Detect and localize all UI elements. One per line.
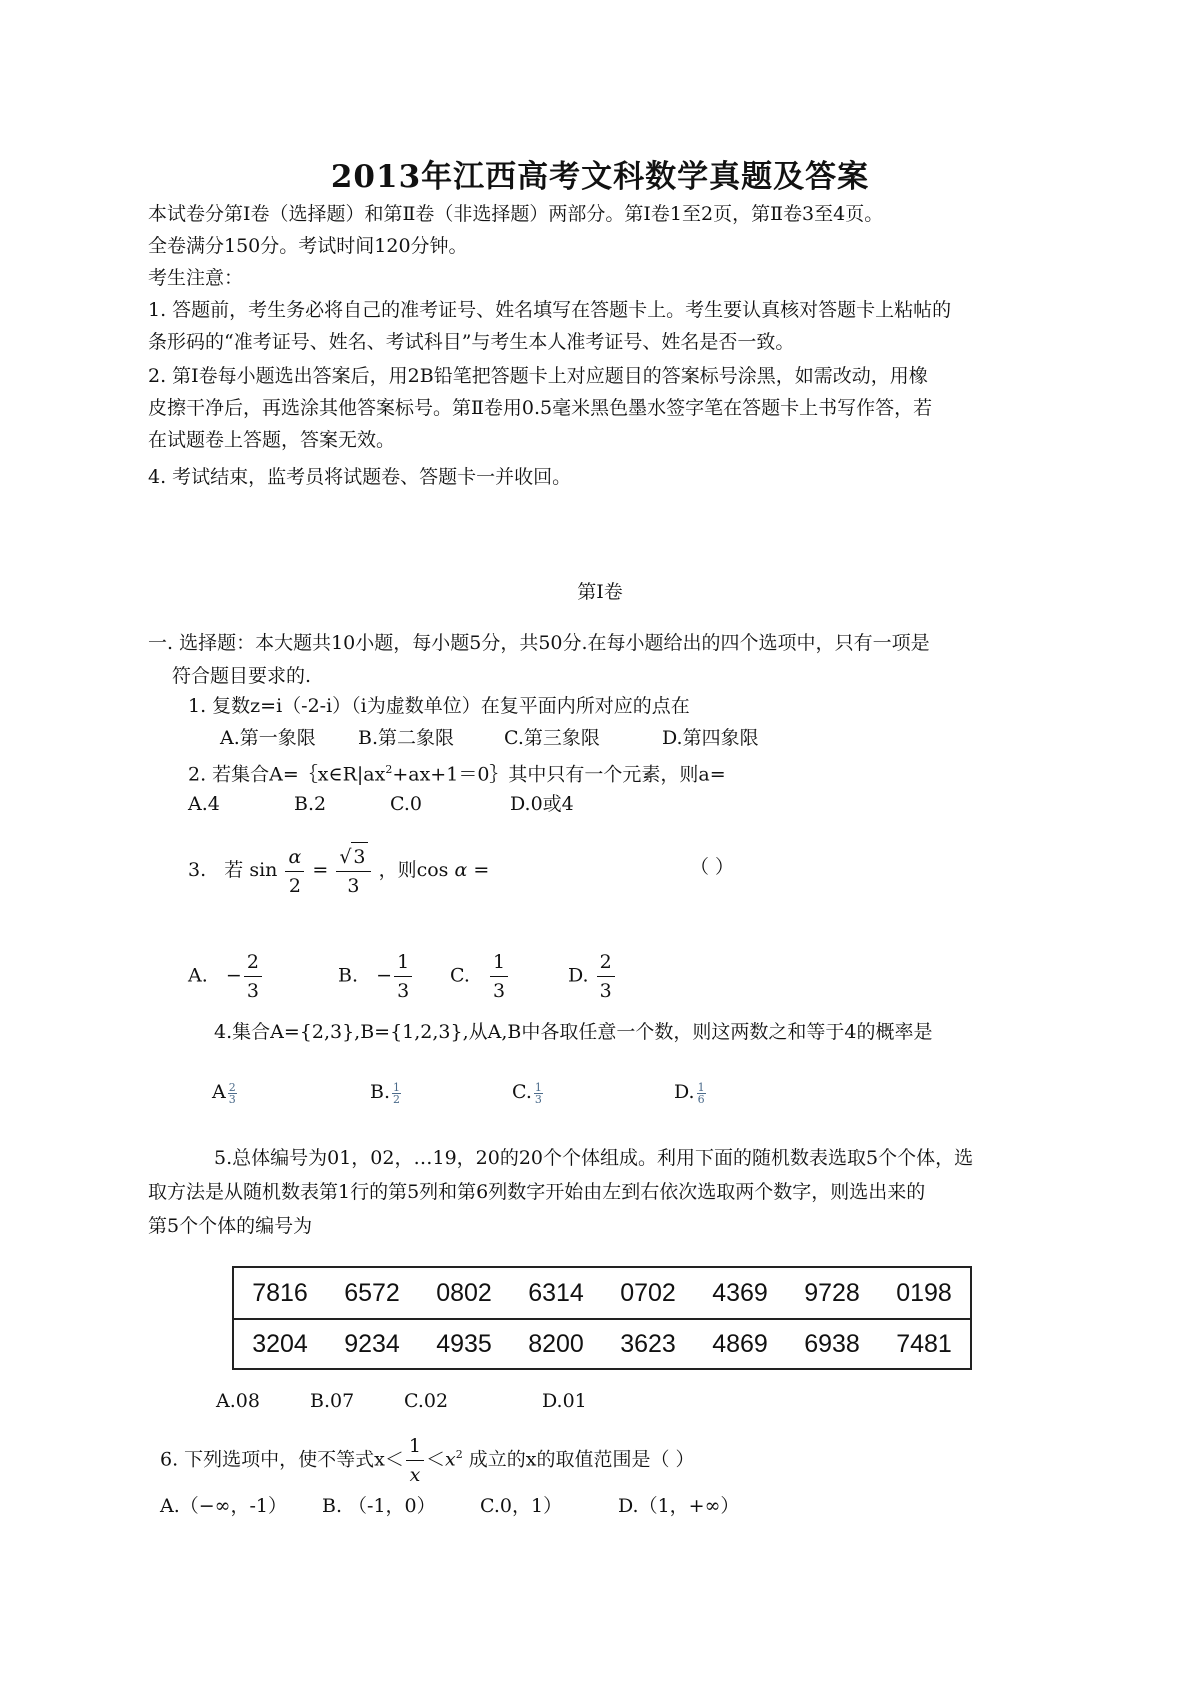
question-5-stem: 取方法是从随机数表第1行的第5列和第6列数字开始由左到右依次选取两个数字，则选出来的: [148, 1181, 926, 1203]
table-row: [234, 1319, 970, 1369]
fraction-numerator: 1: [406, 1432, 424, 1461]
question-3-option-a: [188, 948, 264, 1005]
table-cell: 3623: [620, 1329, 676, 1358]
question-2-option-d: D.0或4: [510, 793, 574, 815]
part-heading: 一. 选择题：本大题共10小题，每小题5分，共50分.在每小题给出的四个选项中，只有一项是: [148, 632, 930, 654]
option-label: C.: [512, 1081, 532, 1103]
question-3-option-c: [450, 948, 510, 1005]
fraction-numerator: 1: [394, 948, 412, 977]
question-6-option-a: A.（−∞，-1）: [160, 1495, 288, 1517]
option-label: B.: [370, 1081, 391, 1103]
table-cell: 6938: [804, 1329, 860, 1358]
answer-parens: （ ）: [690, 856, 735, 878]
fraction-numerator: α: [285, 843, 304, 872]
page-title: 2013年江西高考文科数学真题及答案: [330, 159, 870, 195]
alpha-symbol: α: [454, 859, 468, 881]
radicand: 3: [351, 842, 367, 871]
question-1-stem: 1. 复数z=i（-2-i）（i为虚数单位）在复平面内所对应的点在: [188, 695, 690, 717]
question-3-text: 若: [224, 859, 244, 881]
question-6-text: 6. 下列选项中，使不等式x＜: [160, 1448, 404, 1471]
part-heading-cont: 符合题目要求的.: [172, 665, 312, 687]
question-2-option-b: B.2: [294, 793, 327, 815]
question-2-stem-part: 2. 若集合A=｛x∈R|ax: [188, 763, 386, 786]
section-title: 第Ⅰ卷: [577, 581, 623, 603]
fraction-numerator: 1: [534, 1080, 542, 1094]
notice-item: 条形码的“准考证号、姓名、考试科目”与考生本人准考证号、姓名是否一致。: [148, 331, 795, 353]
question-4-option-b: [370, 1080, 401, 1105]
fraction: [394, 948, 412, 1005]
question-3-option-b: [338, 948, 414, 1005]
fraction-numerator: 1: [393, 1080, 401, 1094]
table-cell: 0702: [620, 1278, 676, 1307]
intro-line: 全卷满分150分。考试时间120分钟。: [148, 235, 468, 257]
question-2-option-c: C.0: [390, 793, 422, 815]
question-1-option-b: B.第二象限: [358, 727, 455, 749]
notice-heading: 考生注意：: [148, 267, 244, 289]
table-cell: 4369: [712, 1278, 768, 1307]
fraction: [244, 948, 262, 1005]
question-2-option-a: A.4: [188, 793, 220, 815]
math-function: sin: [249, 859, 278, 881]
intro-line: 本试卷分第Ⅰ卷（选择题）和第Ⅱ卷（非选择题）两部分。第Ⅰ卷1至2页，第Ⅱ卷3至4页。: [148, 203, 884, 225]
option-label: D.: [674, 1081, 695, 1103]
fraction-numerator: 1: [697, 1080, 705, 1094]
minus-sign: −: [376, 964, 393, 987]
question-4-option-c: [512, 1080, 543, 1105]
fraction-denominator: 3: [493, 980, 506, 1002]
question-1-option-c: C.第三象限: [504, 727, 600, 749]
notice-item: 皮擦干净后，再选涂其他答案标号。第Ⅱ卷用0.5毫米黑色墨水签字笔在答题卡上书写作答，若: [148, 397, 933, 419]
question-5-option-d: D.01: [542, 1390, 587, 1412]
table-cell: 7816: [252, 1278, 308, 1307]
fraction-denominator: 3: [228, 1092, 236, 1106]
option-label: B.: [338, 964, 359, 987]
question-number: 3.: [188, 859, 207, 881]
question-2-stem: [188, 758, 726, 786]
fraction-denominator: 3: [534, 1092, 542, 1106]
fraction-denominator: 2: [393, 1092, 401, 1106]
question-5-option-c: C.02: [404, 1390, 449, 1412]
question-5-stem: 第5个个体的编号为: [148, 1215, 313, 1237]
fraction: [534, 1082, 543, 1105]
fraction-numerator: 2: [244, 948, 262, 977]
notice-item: 1. 答题前，考生务必将自己的准考证号、姓名填写在答题卡上。考生要认真核对答题卡上粘帖的: [148, 299, 952, 321]
question-4-option-d: [674, 1080, 706, 1105]
math-function: cos: [416, 859, 449, 881]
option-label: C.: [450, 964, 470, 987]
fraction-numerator: 2: [597, 948, 615, 977]
table-cell: 3204: [252, 1329, 308, 1358]
option-label: D.: [568, 964, 589, 987]
question-5-stem: 5.总体编号为01，02，…19，20的20个个体组成。利用下面的随机数表选取5个个体，选: [214, 1147, 974, 1169]
question-4-stem: 4.集合A={2,3},B={1,2,3},从A,B中各取任意一个数，则这两数之和等于4的概率是: [214, 1021, 933, 1043]
fraction-denominator: 6: [697, 1092, 705, 1106]
question-1-option-a: A.第一象限: [220, 727, 316, 749]
question-2-stem-part: +ax+1＝0｝其中只有一个元素，则a=: [392, 763, 726, 786]
question-4-option-a: [212, 1080, 237, 1105]
fraction-numerator: 2: [228, 1080, 236, 1094]
table-cell: 6314: [528, 1278, 584, 1307]
sqrt-sign: √ 3: [339, 842, 367, 871]
question-5-option-a: A.08: [216, 1390, 260, 1412]
table-row: [234, 1268, 970, 1320]
fraction-denominator: x: [409, 1464, 421, 1486]
fraction-numerator: 1: [490, 948, 508, 977]
fraction: [228, 1082, 237, 1105]
question-6-stem: [160, 1432, 695, 1489]
fraction-denominator: 3: [246, 980, 259, 1002]
less-than-sign: ＜: [425, 1448, 445, 1471]
notice-item: 在试题卷上答题，答案无效。: [148, 429, 396, 451]
question-3-stem: [188, 842, 489, 900]
superscript: 2: [385, 763, 393, 776]
question-6-option-b: B. （-1，0）: [322, 1495, 436, 1517]
notice-item: 2. 第Ⅰ卷每小题选出答案后，用2B铅笔把答题卡上对应题目的答案标号涂黑，如需改动，用橡: [148, 365, 928, 387]
fraction-denominator: 2: [288, 874, 301, 897]
variable-x: x: [445, 1448, 456, 1471]
question-6-option-c: C.0，1）: [480, 1495, 563, 1517]
question-6-option-d: D.（1，+∞）: [618, 1495, 740, 1517]
table-cell: 0802: [436, 1278, 492, 1307]
table-cell: 4935: [436, 1329, 492, 1358]
fraction-denominator: 3: [599, 980, 612, 1002]
question-5-option-b: B.07: [310, 1390, 355, 1412]
equals-sign: =: [312, 859, 329, 881]
question-3-text: ，则: [378, 859, 417, 881]
fraction: [336, 842, 370, 900]
question-1-option-d: D.第四象限: [662, 727, 759, 749]
option-label: A: [212, 1081, 226, 1103]
superscript: 2: [455, 1448, 463, 1462]
table-cell: 6572: [344, 1278, 400, 1307]
random-number-table: [232, 1266, 972, 1370]
table-cell: 0198: [896, 1278, 952, 1307]
fraction: [392, 1082, 401, 1105]
fraction: [697, 1082, 706, 1105]
table-cell: 7481: [896, 1329, 952, 1358]
minus-sign: −: [225, 964, 242, 987]
question-3-option-d: [568, 948, 617, 1005]
fraction: [490, 948, 508, 1005]
fraction-numerator: [336, 842, 370, 872]
table-cell: 8200: [528, 1329, 584, 1358]
table-cell: 9234: [344, 1329, 400, 1358]
equals-sign: =: [473, 859, 490, 881]
fraction-denominator: 3: [397, 980, 410, 1002]
notice-item: 4. 考试结束，监考员将试题卷、答题卡一并收回。: [148, 466, 572, 488]
fraction: [597, 948, 615, 1005]
table-cell: 9728: [804, 1278, 860, 1307]
fraction-denominator: 3: [347, 875, 360, 897]
fraction: [406, 1432, 424, 1489]
option-label: A.: [188, 964, 208, 987]
question-6-text: 成立的x的取值范围是（ ）: [468, 1448, 695, 1471]
table-cell: 4869: [712, 1329, 768, 1358]
fraction: [285, 843, 304, 900]
